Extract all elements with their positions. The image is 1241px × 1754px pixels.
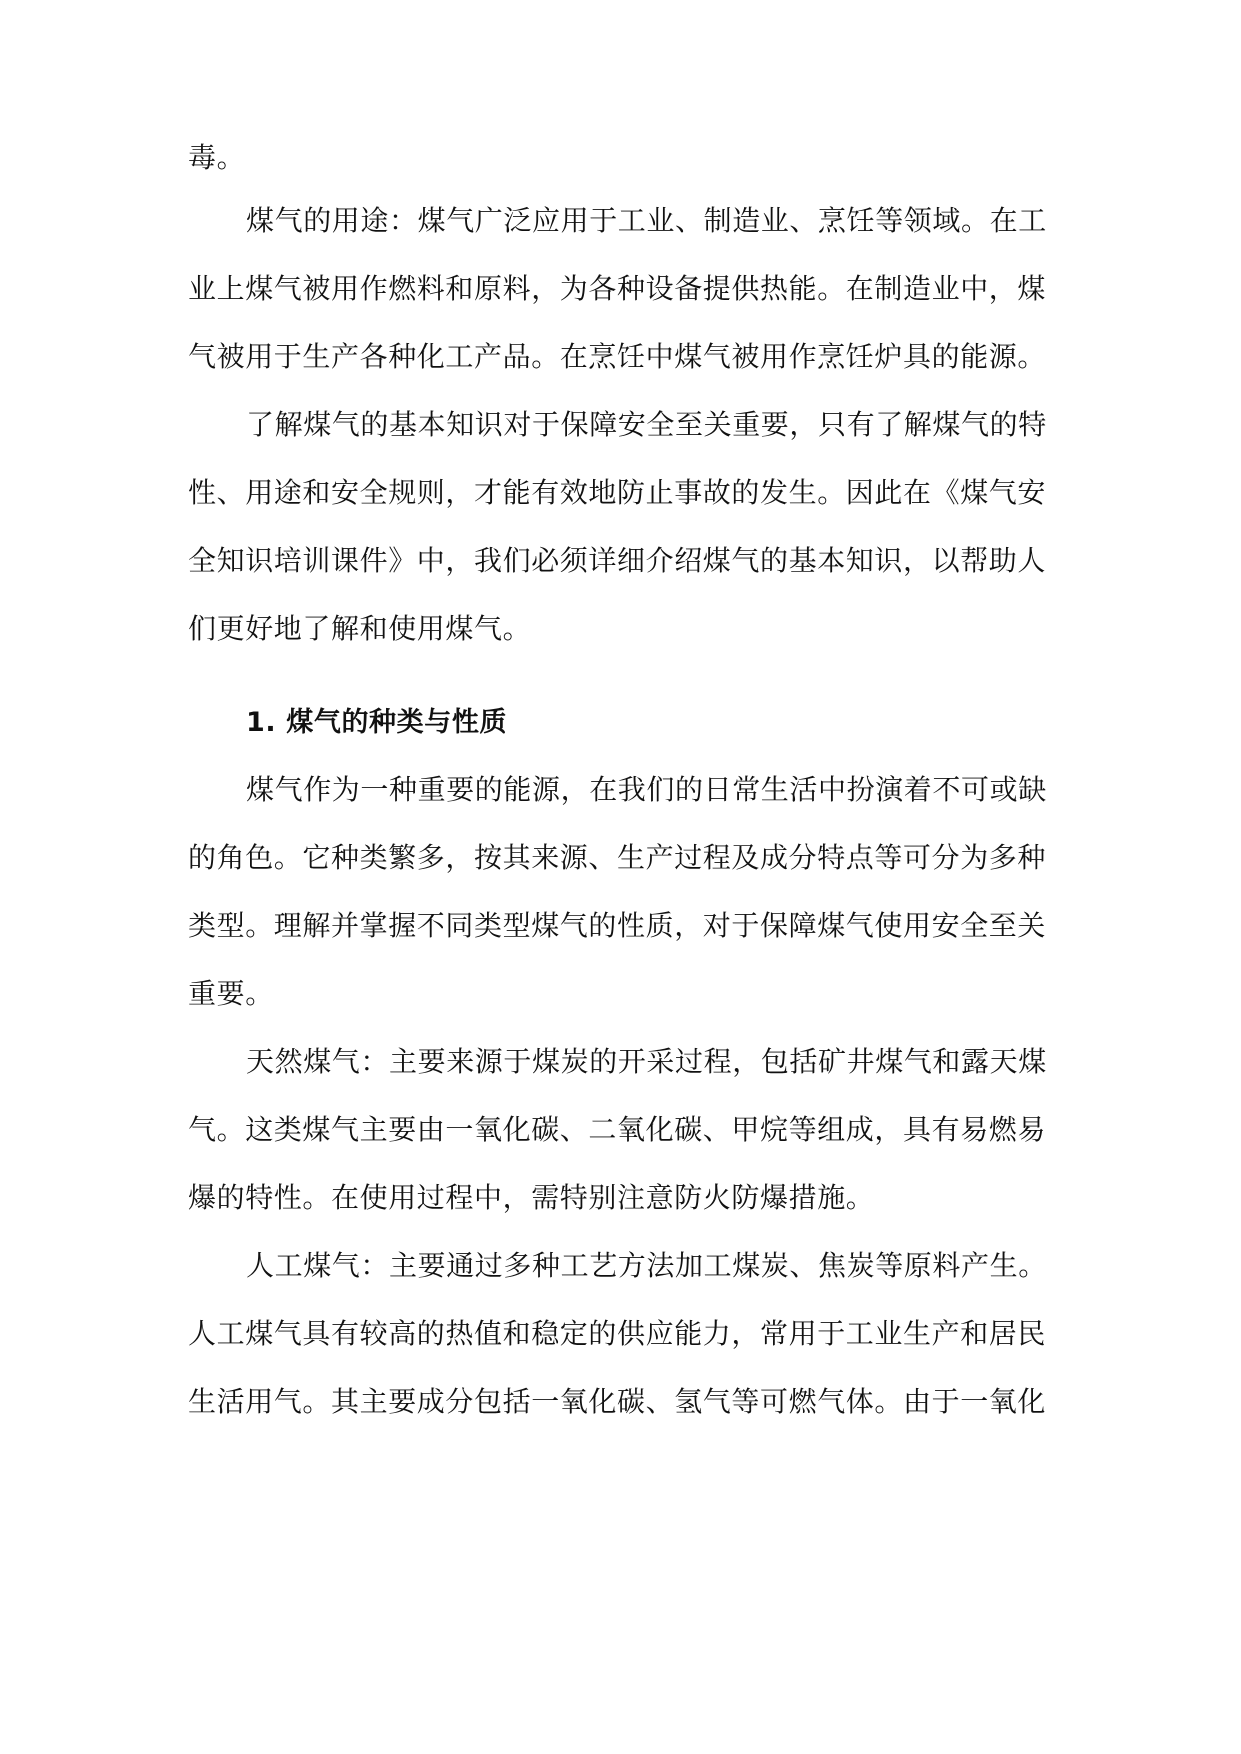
paragraph-line: 们更好地了解和使用煤气。 [188,612,532,645]
paragraph-line: 气。这类煤气主要由一氧化碳、二氧化碳、甲烷等组成，具有易燃易 [188,1113,1047,1146]
paragraph-line: 了解煤气的基本知识对于保障安全至关重要，只有了解煤气的特 [246,408,1047,441]
paragraph-line: 类型。理解并掌握不同类型煤气的性质，对于保障煤气使用安全至关 [188,909,1047,942]
paragraph-line: 煤气作为一种重要的能源，在我们的日常生活中扮演着不可或缺 [246,773,1047,806]
paragraph-line: 人工煤气具有较高的热值和稳定的供应能力，常用于工业生产和居民 [188,1317,1047,1350]
paragraph-line: 毒。 [188,141,246,174]
paragraph-line: 全知识培训课件》中，我们必须详细介绍煤气的基本知识，以帮助人 [188,544,1047,577]
paragraph-line: 性、用途和安全规则，才能有效地防止事故的发生。因此在《煤气安 [188,476,1047,509]
paragraph-line: 天然煤气：主要来源于煤炭的开采过程，包括矿井煤气和露天煤 [246,1045,1047,1078]
paragraph-line: 气被用于生产各种化工产品。在烹饪中煤气被用作烹饪炉具的能源。 [188,340,1047,373]
paragraph-line: 业上煤气被用作燃料和原料，为各种设备提供热能。在制造业中，煤 [188,272,1047,305]
paragraph-line: 生活用气。其主要成分包括一氧化碳、氢气等可燃气体。由于一氧化 [188,1385,1047,1418]
paragraph-line: 的角色。它种类繁多，按其来源、生产过程及成分特点等可分为多种 [188,841,1047,874]
paragraph-line: 爆的特性。在使用过程中，需特别注意防火防爆措施。 [188,1181,875,1214]
section-heading: 1. 煤气的种类与性质 [246,707,508,738]
paragraph-line: 煤气的用途：煤气广泛应用于工业、制造业、烹饪等领域。在工 [246,204,1047,237]
paragraph-line: 重要。 [188,977,274,1010]
paragraph-line: 人工煤气：主要通过多种工艺方法加工煤炭、焦炭等原料产生。 [246,1249,1047,1282]
